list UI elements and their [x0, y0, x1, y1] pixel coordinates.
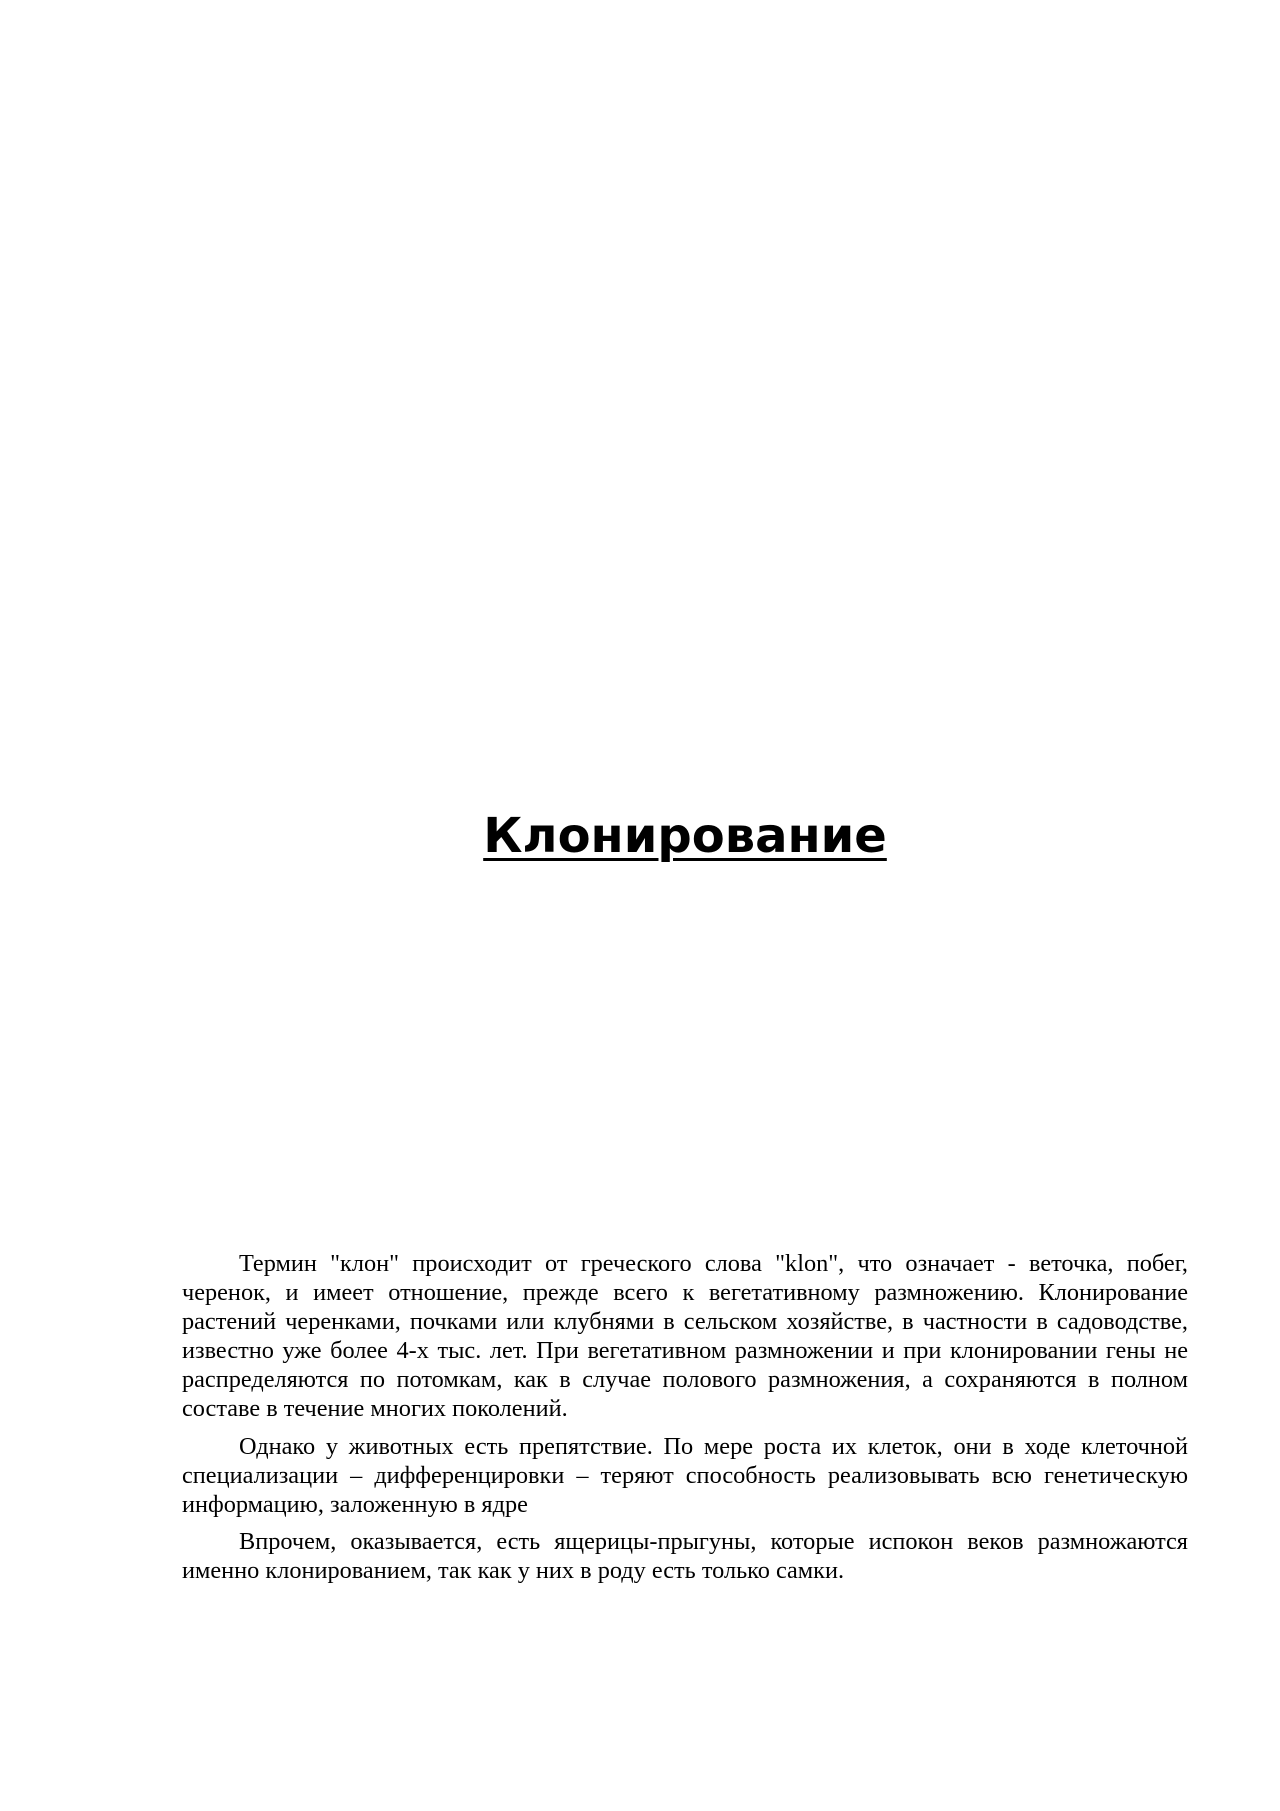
document-body [182, 1249, 1188, 1585]
paragraph-clone-term: Термин "клон" происходит от греческого слова "klon", что означает - веточка, побег, черенок, и имеет отношение, прежде всего к вегетативному размножению. Клонирование растений черенками, почками или клубнями в сельском хозяйстве, в частности в садоводстве, известно уже более 4-х тыс. лет. При вегетативном размножении и при клонировании гены не распределяются по потомкам, как в случае полового размножения, а сохраняются в полном составе в течение многих поколений. [182, 1250, 1188, 1423]
paragraph-lizards: Впрочем, оказывается, есть ящерицы-прыгуны, которые испокон веков размножаются именно клонированием, так как у них в роду есть только самки. [182, 1527, 1188, 1584]
document-title: Клонирование [483, 808, 887, 864]
paragraph-animal-obstacle: Однако у животных есть препятствие. По мере роста их клеток, они в ходе клеточной специализации – дифференцировки – теряют способность реализовывать всю генетическую информацию, заложенную в ядре [182, 1432, 1188, 1518]
